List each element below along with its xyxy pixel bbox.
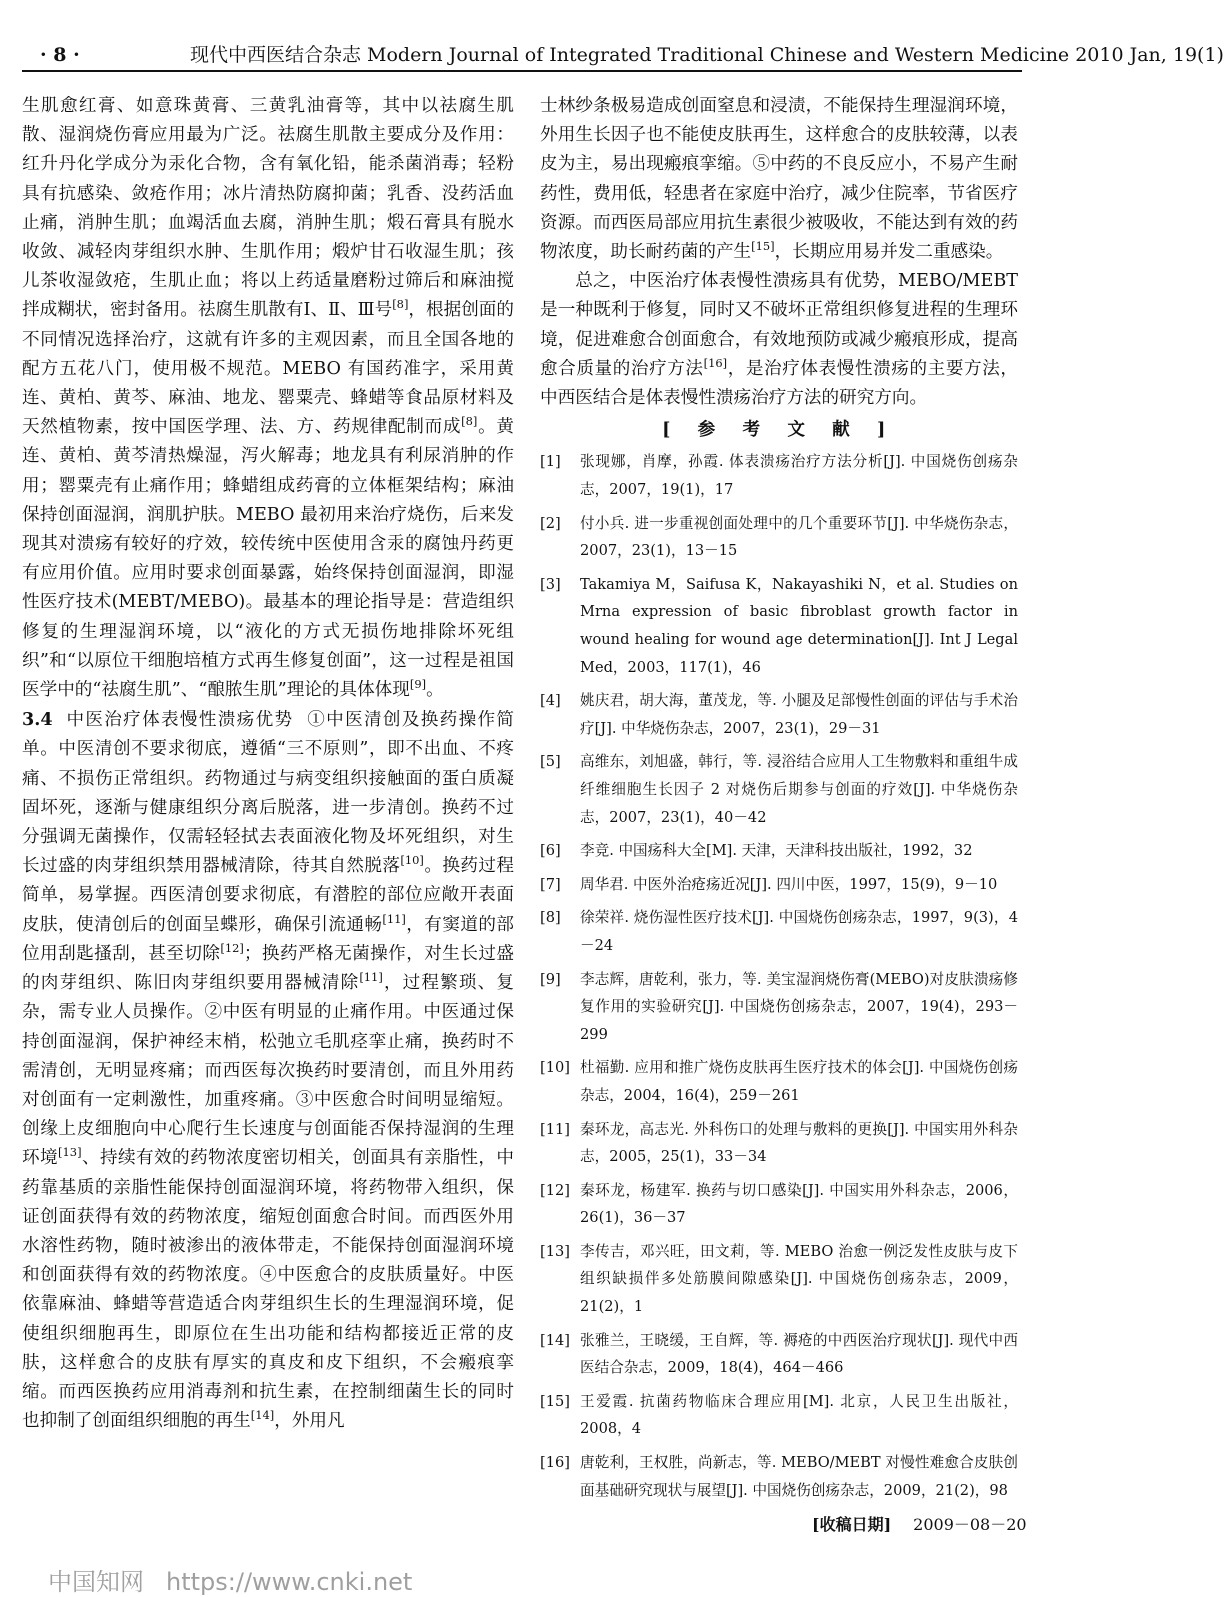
- reference-item: [540, 1054, 1018, 1109]
- received-date-line: [812, 1512, 1027, 1535]
- references-heading: [ 参 考 文 献 ]: [662, 419, 896, 441]
- reference-text: 李志辉，唐乾利，张力，等. 美宝湿润烧伤膏(MEBO)对皮肤溃疡修复作用的实验研究[J]. 中国烧伤创疡杂志，2007，19(4)，293－299: [580, 970, 1018, 1043]
- reference-text: 李竞. 中国疡科大全[M]. 天津，天津科技出版社，1992，32: [580, 842, 973, 860]
- reference-item: [540, 510, 1018, 565]
- reference-text: 张雅兰，王晓缓，王自辉，等. 褥疮的中西医治疗现状[J]. 现代中西医结合杂志，2009，18(4)，464－466: [580, 1331, 1018, 1377]
- citation[interactable]: [10]: [400, 853, 424, 868]
- reference-number: [1]: [540, 453, 561, 471]
- citation[interactable]: [11]: [382, 911, 406, 926]
- citation[interactable]: [14]: [250, 1408, 275, 1423]
- reference-number: [11]: [540, 1120, 570, 1138]
- received-label: [收稿日期]: [812, 1515, 892, 1534]
- right-column: [540, 92, 1018, 1510]
- reference-number: [14]: [540, 1331, 570, 1349]
- reference-list: [540, 448, 1018, 1504]
- citation[interactable]: [8]: [392, 297, 409, 312]
- reference-number: [12]: [540, 1181, 570, 1199]
- reference-item: [540, 1177, 1018, 1232]
- reference-text: 张现娜，肖摩，孙霞. 体表溃疡治疗方法分析[J]. 中国烧伤创疡杂志，2007，19(1)，17: [580, 453, 1018, 499]
- reference-number: [16]: [540, 1454, 570, 1472]
- reference-text: 姚庆君，胡大海，董茂龙，等. 小腿及足部慢性创面的评估与手术治疗[J]. 中华烧伤杂志，2007，23(1)，29－31: [580, 692, 1018, 737]
- page-header: [22, 36, 1224, 72]
- reference-text: 王爱霞. 抗菌药物临床合理应用[M]. 北京，人民卫生出版社，2008，4: [580, 1392, 1018, 1438]
- watermark-url: https://www.cnki.net: [166, 1568, 413, 1596]
- reference-text: 秦环龙，杨建军. 换药与切口感染[J]. 中国实用外科杂志，2006，26(1)，36－37: [580, 1181, 1018, 1227]
- reference-item: [540, 1388, 1018, 1443]
- reference-number: [4]: [540, 692, 561, 710]
- reference-item: [540, 448, 1018, 503]
- reference-text: 秦环龙，高志光. 外科伤口的处理与敷料的更换[J]. 中国实用外科杂志，2005，25(1)，33－34: [580, 1120, 1018, 1166]
- reference-text: 李传吉，邓兴旺，田文莉，等. MEBO 治愈一例泛发性皮肤与皮下组织缺损伴多处筋膜间隙感染[J]. 中国烧伤创疡杂志，2009，21(2)，1: [580, 1242, 1018, 1316]
- reference-number: [6]: [540, 842, 561, 860]
- citation[interactable]: [15]: [751, 239, 775, 254]
- reference-text: 付小兵. 进一步重视创面处理中的几个重要环节[J]. 中华烧伤杂志，2007，23(1)，13－15: [580, 514, 1018, 560]
- section-number: 3.4: [22, 709, 53, 731]
- reference-number: [9]: [540, 970, 561, 988]
- reference-item: [540, 1116, 1018, 1171]
- received-date: 2009－08－20: [913, 1515, 1027, 1534]
- reference-item: [540, 904, 1018, 959]
- reference-number: [7]: [540, 875, 561, 893]
- paragraph-3-3-continued: 生肌愈红膏、如意珠黄膏、三黄乳油膏等，其中以祛腐生肌散、湿润烧伤膏应用最为广泛。祛腐生肌散主要成分及作用：红升丹化学成分为汞化合物，含有氧化铅，能杀菌消毒；轻粉具有抗感染、敛疮作用；冰片清热防腐抑菌；乳香、没药活血止痛，消肿生肌；血竭活血去腐，消肿生肌；煅石膏具有脱水收敛、减轻肉芽组织水肿、生肌作用；煅炉甘石收湿生肌；孩儿茶收湿敛疮，生肌止血；将以上药适量磨粉过筛后和麻油搅拌成糊状，密封备用。祛腐生肌散有Ⅰ、Ⅱ、Ⅲ号[8]，根据创面的不同情况选择治疗，这就有许多的主观因素，而且全国各地的配方五花八门，使用极不规范。MEBO 有国药准字，采用黄连、黄柏、黄芩、麻油、地龙、罂粟壳、蜂蜡等食品原材料及天然植物素，按中国医学理、法、方、药规律配制而成[8]。黄连、黄柏、黄芩清热燥湿，泻火解毒；地龙具有利尿消肿的作用；罂粟壳有止痛作用；蜂蜡组成药膏的立体框架结构；麻油保持创面湿润，润肌护肤。MEBO 最初用来治疗烧伤，后来发现其对溃疡有较好的疗效，较传统中医使用含汞的腐蚀丹药更有应用价值。应用时要求创面暴露，始终保持创面湿润，即湿性医疗技术(MEBT/MEBO)。最基本的理论指导是：营造组织修复的生理湿润环境，以“液化的方式无损伤地排除坏死组织”和“以原位干细胞培植方式再生修复创面”，这一过程是祖国医学中的“祛腐生肌”、“酿脓生肌”理论的具体体现[9]。: [22, 96, 514, 701]
- citation[interactable]: [11]: [359, 970, 383, 985]
- reference-text: 周华君. 中医外治疮疡近况[J]. 四川中医，1997，15(9)，9－10: [580, 875, 998, 893]
- reference-item: [540, 687, 1018, 742]
- reference-item: [540, 837, 1018, 865]
- citation[interactable]: [8]: [461, 414, 478, 429]
- reference-number: [13]: [540, 1242, 570, 1260]
- conclusion-paragraph: 总之，中医治疗体表慢性溃疡具有优势，MEBO/MEBT 是一种既利于修复，同时又不破坏正常组织修复进程的生理环境，促进难愈合创面愈合，有效地预防或减少瘢痕形成，提高愈合质量的治疗方法[16]，是治疗体表慢性溃疡的主要方法，中西医结合是体表慢性溃疡治疗方法的研究方向。: [540, 271, 1018, 409]
- citation[interactable]: [16]: [703, 355, 728, 370]
- citation[interactable]: [12]: [220, 941, 244, 956]
- reference-number: [2]: [540, 514, 561, 532]
- reference-text: 高维东，刘旭盛，韩行，等. 浸浴结合应用人工生物敷料和重组牛成纤维细胞生长因子 2 对烧伤后期参与创面的疗效[J]. 中华烧伤杂志，2007，23(1)，40－42: [580, 753, 1018, 826]
- reference-item: [540, 571, 1018, 681]
- citation[interactable]: [13]: [58, 1145, 82, 1160]
- reference-number: [15]: [540, 1392, 570, 1410]
- reference-number: [10]: [540, 1059, 570, 1077]
- watermark-site: 中国知网: [48, 1568, 144, 1596]
- cnki-watermark: [48, 1562, 412, 1597]
- reference-item: [540, 966, 1018, 1049]
- journal-running-title: 现代中西医结合杂志 Modern Journal of Integrated Traditional Chinese and Western Medicine 2010 Jan, 19(1): [190, 44, 1224, 66]
- left-column: [22, 92, 514, 1436]
- paragraph-continued: 士林纱条极易造成创面窒息和浸渍，不能保持生理湿润环境，外用生长因子也不能使皮肤再生，这样愈合的皮肤较薄，以表皮为主，易出现瘢痕挛缩。⑤中药的不良反应小，不易产生耐药性，费用低，轻患者在家庭中治疗，减少住院率，节省医疗资源。而西医局部应用抗生素很少被吸收，不能达到有效的药物浓度，助长耐药菌的产生[15]，长期应用易并发二重感染。: [540, 96, 1018, 263]
- page-number: · 8 ·: [40, 44, 80, 66]
- reference-text: 杜福勤. 应用和推广烧伤皮肤再生医疗技术的体会[J]. 中国烧伤创疡杂志，2004，16(4)，259－261: [580, 1059, 1018, 1104]
- reference-text: Takamiya M，Saifusa K，Nakayashiki N，et al. Studies on Mrna expression of basic fibroblast growth factor in wound healing for wound age determination[J]. Int J Legal Med，2003，117(1)，46: [580, 575, 1018, 676]
- section-3-4-paragraph: 3.4 中医治疗体表慢性溃疡优势 ①中医清创及换药操作简单。中医清创不要求彻底，遵循“三不原则”，即不出血、不疼痛、不损伤正常组织。药物通过与病变组织接触面的蛋白质凝固坏死，逐渐与健康组织分离后脱落，进一步清创。换药不过分强调无菌操作，仅需轻轻拭去表面液化物及坏死组织，对生长过盛的肉芽组织禁用器械清除，待其自然脱落[10]。换药过程简单，易掌握。西医清创要求彻底，有潜腔的部位应敞开表面皮肤，使清创后的创面呈蝶形，确保引流通畅[11]，有窦道的部位用刮匙搔刮，甚至切除[12]；换药严格无菌操作，对生长过盛的肉芽组织、陈旧肉芽组织要用器械清除[11]，过程繁琐、复杂，需专业人员操作。②中医有明显的止痛作用。中医通过保持创面湿润，保护神经末梢，松弛立毛肌痉挛止痛，换药时不需清创，无明显疼痛；而西医每次换药时要清创，而且外用药对创面有一定刺激性，加重疼痛。③中医愈合时间明显缩短。创缘上皮细胞向中心爬行生长速度与创面能否保持湿润的生理环境[13]、持续有效的药物浓度密切相关，创面具有亲脂性，中药靠基质的亲脂性能保持创面湿润环境，将药物带入组织，保证创面获得有效的药物浓度，缩短创面愈合时间。而西医外用水溶性药物，随时被渗出的液体带走，不能保持创面湿润环境和创面获得有效的药物浓度。④中医愈合的皮肤质量好。中医依靠麻油、蜂蜡等营造适合肉芽组织生长的生理湿润环境，促使组织细胞再生，即原位在生出功能和结构都接近正常的皮肤，这样愈合的皮肤有厚实的真皮和皮下组织，不会瘢痕挛缩。而西医换药应用消毒剂和抗生素，在控制细菌生长的同时也抑制了创面组织细胞的再生[14]，外用凡: [22, 709, 514, 1432]
- reference-number: [8]: [540, 909, 561, 927]
- citation[interactable]: [9]: [409, 677, 427, 692]
- reference-item: [540, 1327, 1018, 1382]
- reference-item: [540, 1449, 1018, 1504]
- reference-item: [540, 1238, 1018, 1321]
- reference-item: [540, 871, 1018, 899]
- section-title: 中医治疗体表慢性溃疡优势: [66, 710, 294, 731]
- reference-text: 徐荣祥. 烧伤湿性医疗技术[J]. 中国烧伤创疡杂志，1997，9(3)，4－24: [580, 909, 1018, 954]
- reference-number: [3]: [540, 575, 561, 593]
- reference-text: 唐乾利，王权胜，尚新志，等. MEBO/MEBT 对慢性难愈合皮肤创面基础研究现状与展望[J]. 中国烧伤创疡杂志，2009，21(2)，98: [580, 1454, 1018, 1499]
- reference-number: [5]: [540, 753, 561, 771]
- reference-item: [540, 748, 1018, 831]
